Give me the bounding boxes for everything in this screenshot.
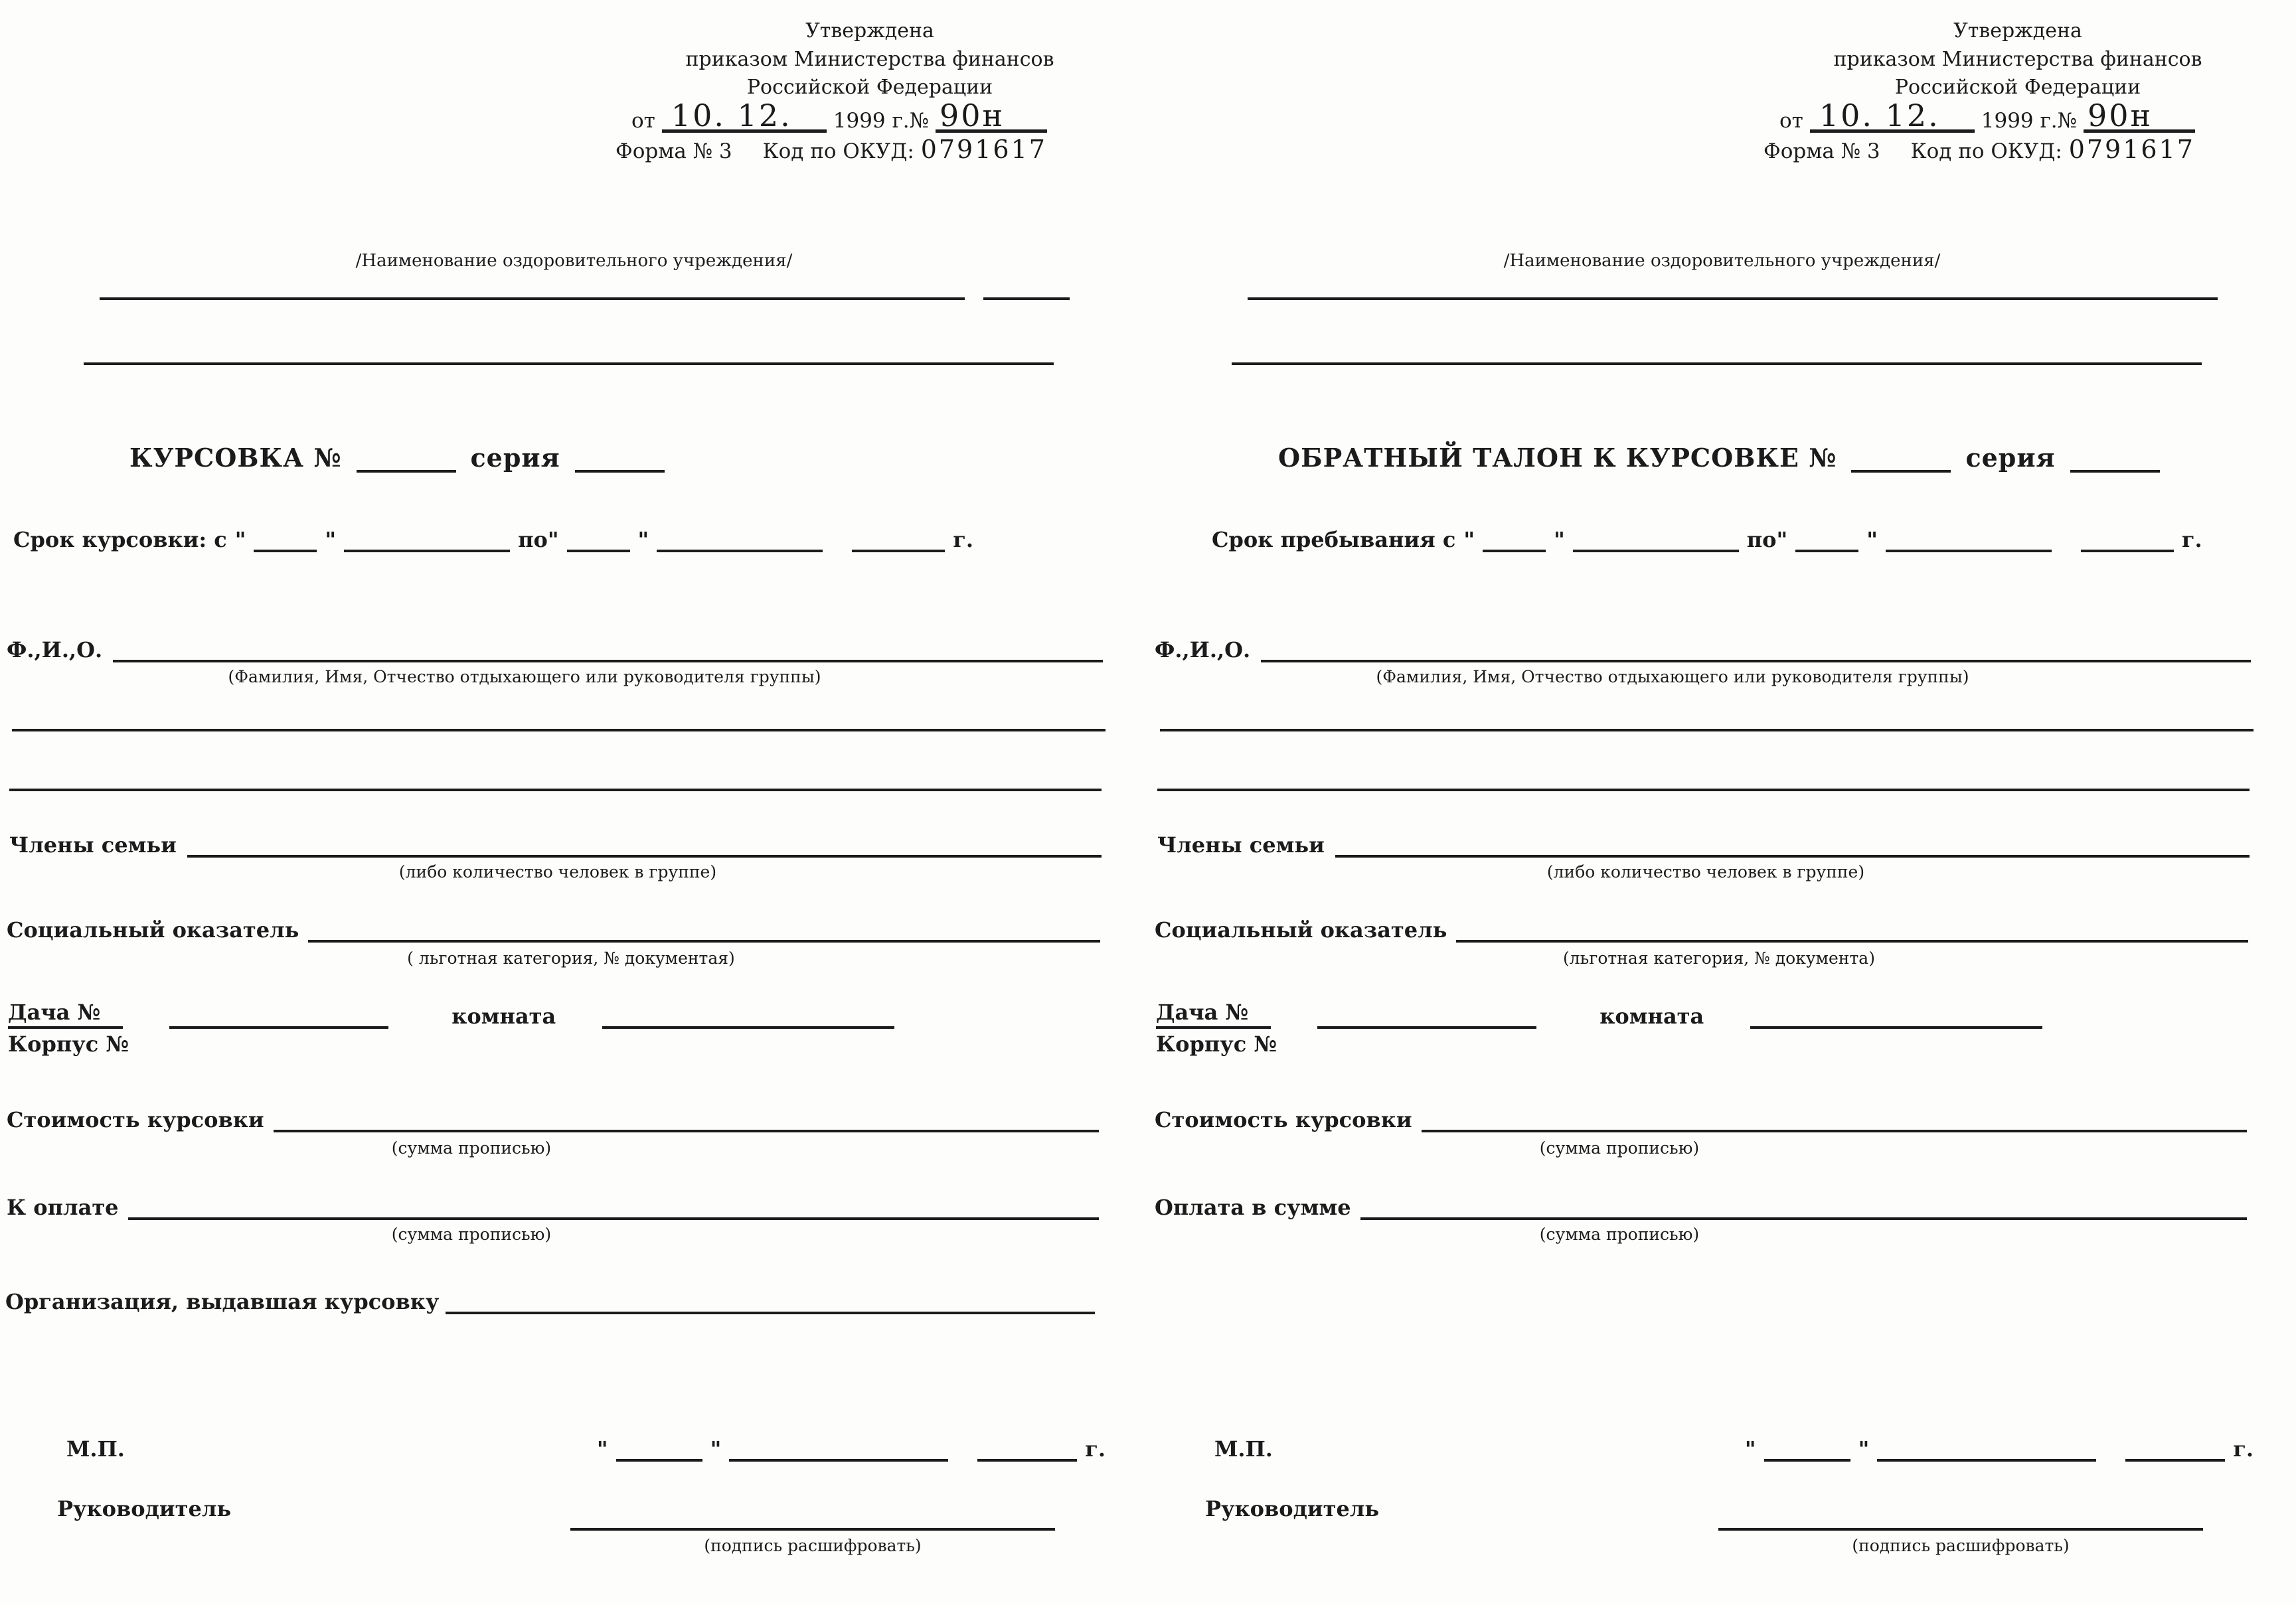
form-okud-line [594, 134, 1145, 166]
okud-label: Код по ОКУД: [1910, 139, 2062, 163]
po-label: по" [1746, 527, 1788, 553]
order-line: приказом Министерства финансов [1833, 47, 2202, 71]
room-blank [602, 1018, 894, 1029]
month-to-blank [1886, 542, 2052, 552]
order-number-value: 90н [2084, 104, 2195, 133]
month-from-blank [344, 542, 510, 552]
order-date-line [1742, 97, 2293, 133]
pay-label: Оплата в сумме [1155, 1195, 1351, 1221]
year-number-label: 1999 г.№ [833, 108, 929, 133]
issue-year-suffix: г. [1085, 1436, 1106, 1462]
form-title: ОБРАТНЫЙ ТАЛОН К КУРСОВКЕ № [1278, 443, 1837, 473]
signature-blank [570, 1520, 1055, 1531]
dacha-label: Дача № [1156, 1001, 1271, 1029]
writing-line [9, 781, 1102, 791]
dacha-blank [169, 1018, 388, 1029]
okud-group [1910, 134, 2195, 166]
issue-year-suffix: г. [2233, 1436, 2254, 1462]
family-caption: (либо количество человек в группе) [398, 862, 717, 881]
stamp-date-row [1214, 1418, 2254, 1462]
pay-caption: (сумма прописью) [1539, 1225, 1700, 1244]
dacha-blank [1317, 1018, 1536, 1029]
year-suffix: г. [953, 527, 973, 553]
head-label: Руководитель [1205, 1496, 1380, 1521]
panel-return-coupon [1148, 0, 2296, 1605]
federation-line: Российской Федерации [746, 76, 993, 100]
fio-row [1155, 628, 2251, 662]
okud-label: Код по ОКУД: [762, 139, 914, 163]
signature-row [57, 1497, 1087, 1555]
period-row: Срок курсовки: с " " по" " г. [13, 527, 973, 553]
social-label: Социальный оказатель [7, 917, 299, 943]
series-label: серия [1965, 443, 2056, 473]
fio-caption: (Фамилия, Имя, Отчество отдыхающего или руководителя группы) [228, 667, 821, 686]
cost-row [1155, 1098, 2247, 1132]
pay-blank [128, 1209, 1100, 1220]
issue-day-blank [616, 1451, 702, 1462]
family-caption: (либо количество человек в группе) [1546, 862, 1865, 881]
fio-label: Ф.,И.,О. [7, 637, 103, 663]
cost-label: Стоимость курсовки [7, 1107, 264, 1133]
month-to-blank [657, 542, 823, 552]
organization-label: Организация, выдавшая курсовку [5, 1289, 440, 1315]
day-from-blank [254, 542, 317, 552]
day-from-blank [1483, 542, 1546, 552]
day-to-blank [1795, 542, 1858, 552]
building-label: Корпус № [8, 1032, 129, 1057]
institution-name-line [100, 289, 1070, 300]
issue-date-group: " " г. [1744, 1436, 2254, 1462]
issue-year-blank [2125, 1451, 2225, 1462]
order-date-value: 10. 12. [662, 104, 827, 133]
month-from-blank [1573, 542, 1739, 552]
pay-label: К оплате [7, 1195, 119, 1221]
fio-blank [1261, 652, 2251, 662]
signature-block [570, 1497, 1055, 1555]
social-blank [1456, 932, 2248, 943]
writing-line [1160, 721, 2254, 731]
period-label: Срок пребывания с [1212, 527, 1456, 553]
building-label: Корпус № [1156, 1032, 1277, 1057]
institution-caption: /Наименование оздоровительного учреждения/ [355, 251, 793, 271]
social-blank [308, 932, 1100, 943]
signature-block [1718, 1497, 2203, 1555]
series-blank [575, 462, 665, 473]
fio-caption: (Фамилия, Имя, Отчество отдыхающего или руководителя группы) [1376, 667, 1969, 686]
family-blank [1335, 847, 2250, 858]
family-blank [187, 847, 1102, 858]
stamp-label: М.П. [66, 1436, 125, 1462]
order-line: приказом Министерства финансов [685, 47, 1054, 71]
order-number-value: 90н [936, 104, 1047, 133]
form-title-row [129, 435, 1108, 473]
approval-header [1742, 17, 2293, 166]
cost-caption: (сумма прописью) [391, 1138, 552, 1158]
cost-blank [1422, 1122, 2247, 1132]
year-number-label: 1999 г.№ [1981, 108, 2077, 133]
pay-blank [1360, 1209, 2247, 1220]
day-to-blank [567, 542, 630, 552]
institution-name-line-2 [1232, 354, 2202, 365]
form-okud-line [1742, 134, 2293, 166]
approval-header [594, 17, 1145, 166]
form-title: КУРСОВКА № [129, 443, 342, 473]
fio-row [7, 628, 1103, 662]
approved-line: Утверждена [1953, 19, 2082, 42]
form-number: Форма № 3 [1763, 139, 1880, 163]
period-label: Срок курсовки: с [13, 527, 227, 553]
stamp-label: М.П. [1214, 1436, 1273, 1462]
pay-row [7, 1185, 1099, 1220]
social-row [7, 908, 1100, 943]
fio-blank [113, 652, 1103, 662]
from-label: от [631, 108, 655, 133]
writing-line [12, 721, 1106, 731]
cost-row [7, 1098, 1099, 1132]
institution-caption: /Наименование оздоровительного учреждения/ [1503, 251, 1941, 271]
from-label: от [1779, 108, 1803, 133]
building-row [8, 1033, 129, 1057]
number-blank [1851, 462, 1951, 473]
room-label: комната [451, 1004, 556, 1030]
issue-date-group: " " г. [596, 1436, 1106, 1462]
series-blank [2070, 462, 2160, 473]
issue-month-blank [1877, 1451, 2096, 1462]
writing-line [1157, 781, 2250, 791]
signature-caption: (подпись расшифровать) [704, 1536, 922, 1555]
federation-line: Российской Федерации [1894, 76, 2141, 100]
period-row: Срок пребывания с " " по" " г. [1212, 527, 2202, 553]
signature-blank [1718, 1520, 2203, 1531]
signature-caption: (подпись расшифровать) [1852, 1536, 2070, 1555]
family-row [1157, 823, 2250, 858]
po-label: по" [518, 527, 559, 553]
family-row [9, 823, 1102, 858]
okud-code: 0791617 [2068, 134, 2195, 164]
form-number: Форма № 3 [615, 139, 732, 163]
issue-year-blank [977, 1451, 1077, 1462]
okud-code: 0791617 [920, 134, 1047, 164]
building-row [1156, 1033, 1277, 1057]
social-caption: ( льготная категория, № документая) [407, 949, 735, 968]
family-label: Члены семьи [1157, 832, 1325, 858]
institution-name-line [1248, 289, 2218, 300]
year-blank [2081, 542, 2174, 552]
okud-group [762, 134, 1047, 166]
signature-row [1205, 1497, 2235, 1555]
dacha-label: Дача № [8, 1001, 123, 1029]
form-title-row [1278, 435, 2269, 473]
cost-blank [274, 1122, 1099, 1132]
dacha-row [8, 993, 1075, 1029]
family-label: Члены семьи [9, 832, 177, 858]
organization-row [5, 1280, 1095, 1314]
approved-line: Утверждена [805, 19, 934, 42]
cost-label: Стоимость курсовки [1155, 1107, 1412, 1133]
head-label: Руководитель [57, 1496, 232, 1521]
organization-blank [446, 1304, 1095, 1314]
order-date-value: 10. 12. [1810, 104, 1975, 133]
room-blank [1750, 1018, 2042, 1029]
year-blank [852, 542, 945, 552]
stamp-date-row [66, 1418, 1106, 1462]
cost-caption: (сумма прописью) [1539, 1138, 1700, 1158]
year-suffix: г. [2181, 527, 2202, 553]
dacha-row [1156, 993, 2223, 1029]
pay-caption: (сумма прописью) [391, 1225, 552, 1244]
room-label: комната [1599, 1004, 1704, 1030]
pay-row [1155, 1185, 2247, 1220]
social-label: Социальный оказатель [1155, 917, 1447, 943]
series-label: серия [470, 443, 560, 473]
order-date-line [594, 97, 1145, 133]
institution-name-line-2 [84, 354, 1054, 365]
fio-label: Ф.,И.,О. [1155, 637, 1251, 663]
issue-day-blank [1764, 1451, 1850, 1462]
issue-month-blank [729, 1451, 948, 1462]
number-blank [357, 462, 456, 473]
social-caption: (льготная категория, № документа) [1563, 949, 1875, 968]
social-row [1155, 908, 2248, 943]
